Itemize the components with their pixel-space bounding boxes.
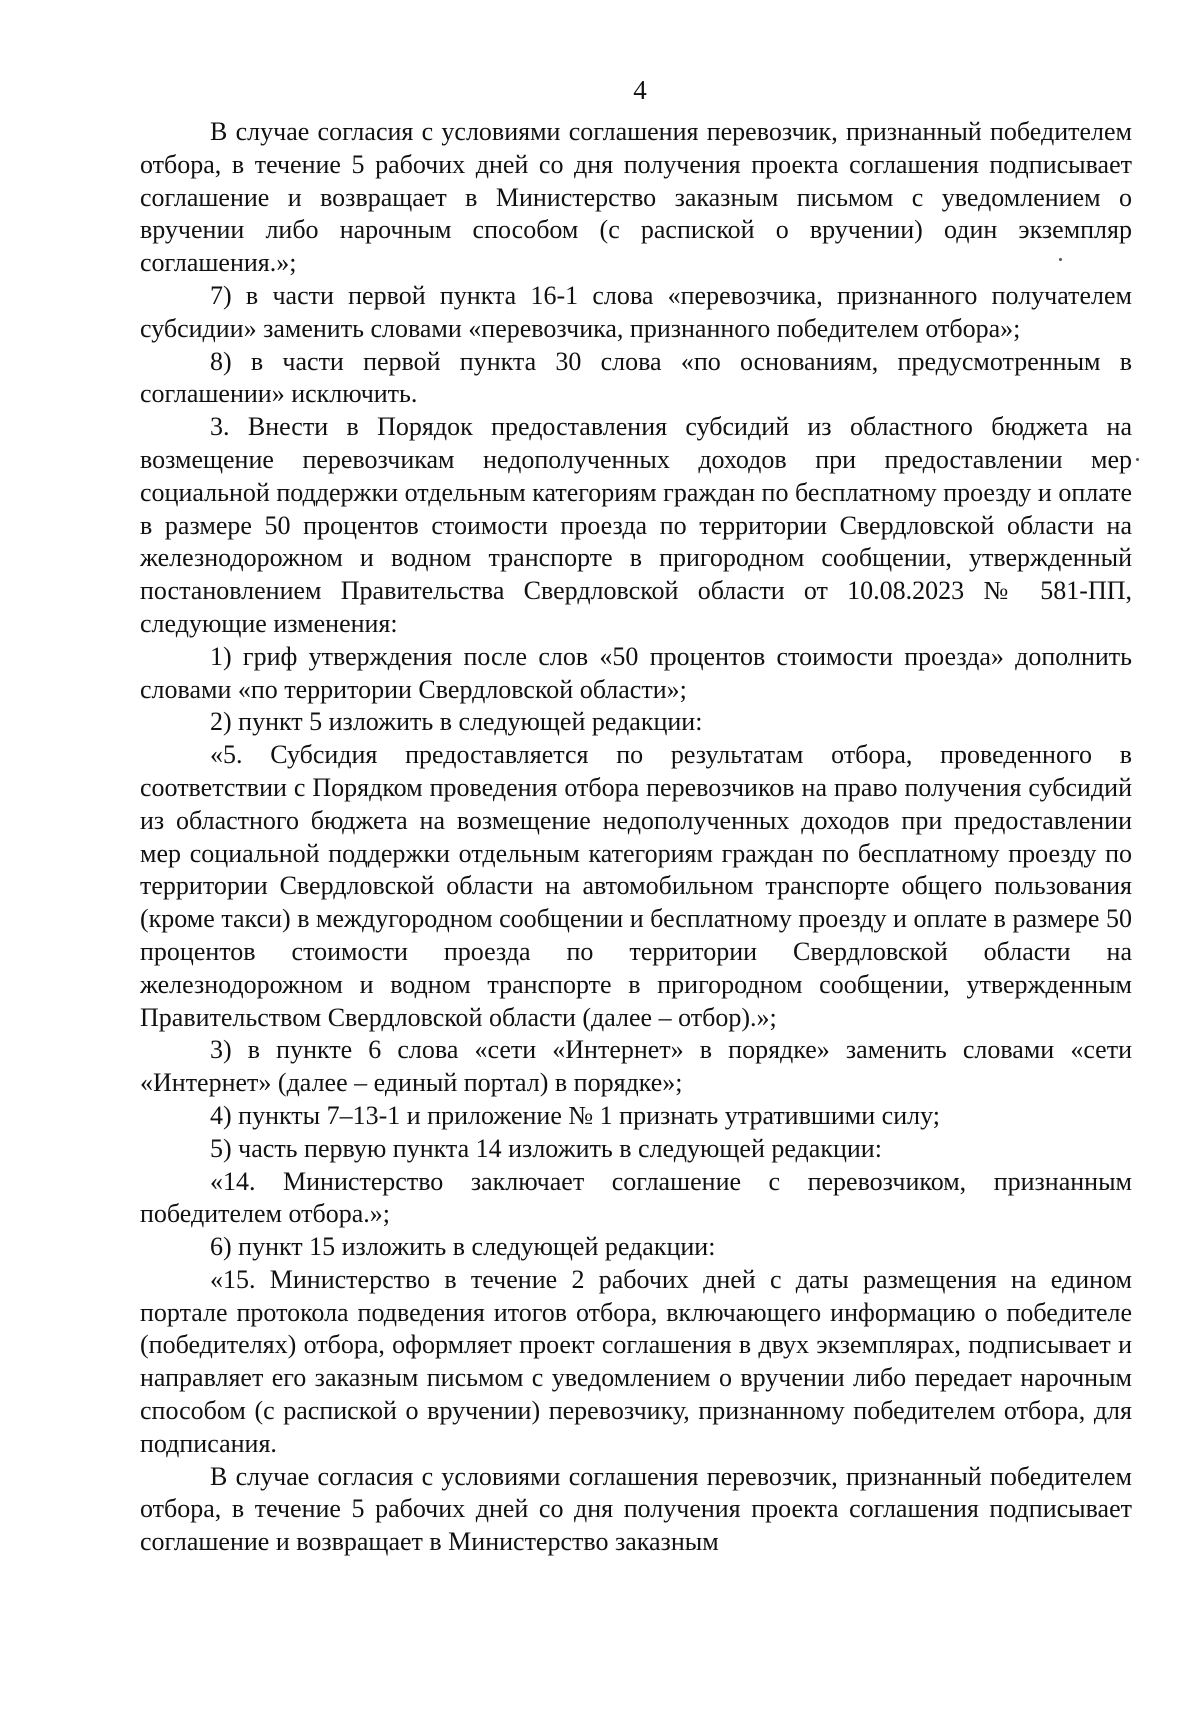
paragraph-section-3: 3. Внести в Порядок предоставления субсидий из областного бюджета на возмещение перевозчикам недополученных доходов при предоставлении мер социальной поддержки отдельным категориям граждан по бесплатному проезду и оплате в размере 50 процентов стоимости проезда по территории Свердловской области на железнодорожном и водном транспорте в пригородном сообщении, утвержденный постановлением Правительства Свердловской области от 10.08.2023 № 581-ПП, следующие изменения:: [140, 412, 1132, 638]
paragraph-item-3: 3) в пункте 6 слова «сети «Интернет» в порядке» заменить словами «сети «Интернет» (далее – единый портал) в порядке»;: [140, 1035, 1132, 1098]
document-body: [140, 116, 1132, 1559]
paragraph-item-2: 2) пункт 5 изложить в следующей редакции:: [210, 707, 703, 737]
paragraph-point-14-text: «14. Министерство заключает соглашение с перевозчиком, признанным победителем отбора.»;: [140, 1166, 1132, 1229]
paragraph-agreement-consent: В случае согласия с условиями соглашения перевозчик, признанный победителем отбора, в течение 5 рабочих дней со дня получения проекта соглашения подписывает соглашение и возвращает в Министерство заказным письмом с уведомлением о вручении либо нарочным способом (с распиской о вручении) один экземпляр соглашения.»;: [140, 117, 1132, 278]
paragraph-item-1: 1) гриф утверждения после слов «50 процентов стоимости проезда» дополнить словами «по территории Свердловской области»;: [140, 641, 1132, 704]
paragraph-item-5: 5) часть первую пункта 14 изложить в следующей редакции:: [210, 1133, 882, 1163]
paragraph-item-7: 7) в части первой пункта 16-1 слова «перевозчика, признанного получателем субсидии» заменить словами «перевозчика, признанного победителем отбора»;: [140, 280, 1132, 343]
paragraph-item-8: 8) в части первой пункта 30 слова «по основаниям, предусмотренным в соглашении» исключить.: [140, 346, 1132, 409]
scan-speck: [1136, 458, 1139, 461]
paragraph-item-4: 4) пункты 7–13-1 и приложение № 1 признать утратившими силу;: [210, 1100, 940, 1130]
paragraph-point-5-text: «5. Субсидия предоставляется по результатам отбора, проведенного в соответствии с Порядком проведения отбора перевозчиков на право получения субсидий из областного бюджета на возмещение недополученных доходов при предоставлении мер социальной поддержки отдельным категориям граждан по бесплатному проезду по территории Свердловской области на автомобильном транспорте общего пользования (кроме такси) в междугородном сообщении и бесплатному проезду и оплате в размере 50 процентов стоимости проезда по территории Свердловской области на железнодорожном и водном транспорте в пригородном сообщении, утвержденным Правительством Свердловской области (далее – отбор).»;: [140, 740, 1132, 1032]
paragraph-agreement-consent-repeat: В случае согласия с условиями соглашения перевозчик, признанный победителем отбора, в течение 5 рабочих дней со дня получения проекта соглашения подписывает соглашение и возвращает в Министерство заказным: [140, 1461, 1132, 1557]
paragraph-point-15-text: «15. Министерство в течение 2 рабочих дней с даты размещения на едином портале протокола подведения итогов отбора, включающего информацию о победителе (победителях) отбора, оформляет проект соглашения в двух экземплярах, подписывает и направляет его заказным письмом с уведомлением о вручении либо передает нарочным способом (с распиской о вручении) перевозчику, признанному победителем отбора, для подписания.: [140, 1264, 1132, 1458]
scan-speck: [1059, 258, 1062, 261]
paragraph-item-6: 6) пункт 15 изложить в следующей редакции:: [210, 1232, 716, 1262]
page-number: 4: [633, 75, 647, 105]
